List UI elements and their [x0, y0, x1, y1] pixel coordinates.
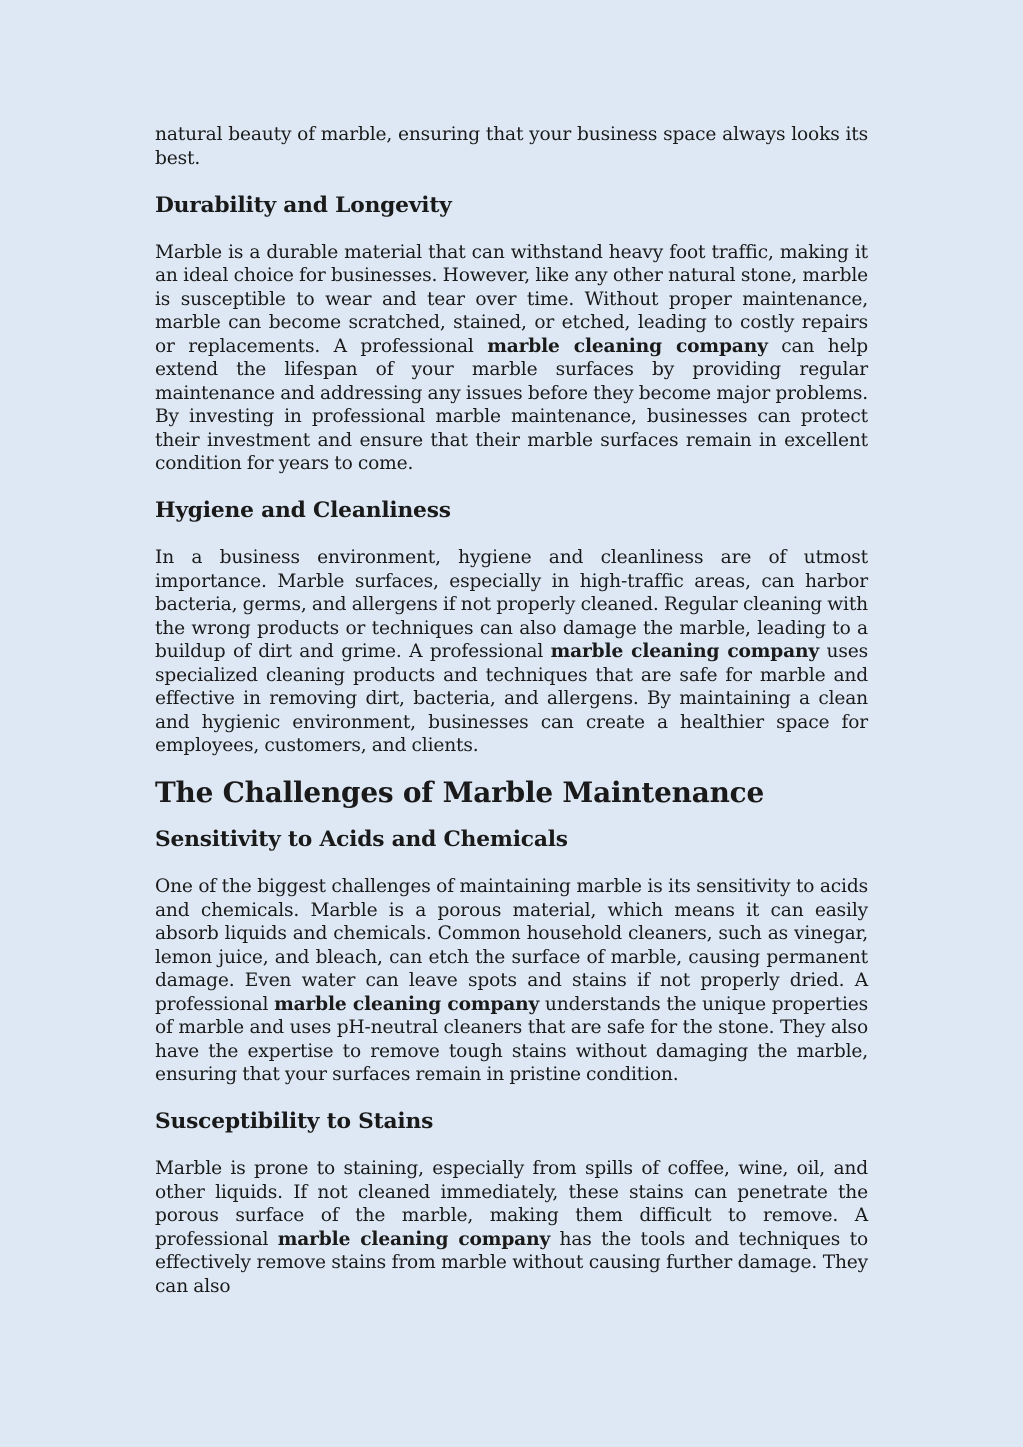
section-heading-sensitivity: Sensitivity to Acids and Chemicals: [155, 827, 568, 852]
paragraph-text: can help extend the lifespan of your marble surfaces by providing regular maintenance and addressing any issues before they become major problems. By investing in professional marble maintenance, businesses can protect their investment and ensure that their marble surfaces remain in excellent condition for years to come.: [155, 335, 868, 474]
document-page: [155, 123, 868, 1322]
paragraph-text: uses specialized cleaning products and techniques that are safe for marble and effective in removing dirt, bacteria, and allergens. By maintaining a clean and hygienic environment, businesses can create a healthier space for employees, customers, and clients.: [155, 641, 868, 756]
paragraph-text: Marble is a durable material that can withstand heavy foot traffic, making it an ideal choice for businesses. However, like any other natural stone, marble is susceptible to wear and tear over time. Without proper maintenance, marble can become scratched, stained, or etched, leading to costly repairs or replacements. A professional: [155, 241, 868, 357]
section-heading-hygiene: Hygiene and Cleanliness: [155, 498, 451, 523]
keyword-link: marble cleaning company: [277, 1228, 551, 1250]
paragraph-text: In a business environment, hygiene and cleanliness are of utmost importance. Marble surfaces, especially in high-traffic areas, can harbor bacteria, germs, and allergens if not properly cleaned. Regular cleaning with the wrong products or techniques can also damage the marble, leading to a buildup of dirt and grime. A professional: [155, 547, 868, 662]
section-heading-durability: Durability and Longevity: [155, 192, 452, 218]
paragraph-text: understands the unique properties of marble and uses pH-neutral cleaners that are safe for the stone. They also have the expertise to remove tough stains without damaging the marble, ensuring that your surfaces remain in pristine condition.: [155, 993, 868, 1085]
hygiene-paragraph: [155, 546, 868, 758]
stains-paragraph: [155, 1157, 868, 1298]
durability-paragraph: [155, 241, 868, 476]
major-heading-challenges: The Challenges of Marble Maintenance: [155, 776, 765, 809]
intro-paragraph: natural beauty of marble, ensuring that your business space always looks its best.: [155, 124, 868, 169]
section-heading-stains: Susceptibility to Stains: [155, 1109, 434, 1134]
paragraph-text: has the tools and techniques to effectively remove stains from marble without causing further damage. They can also: [155, 1228, 868, 1297]
keyword-link: marble cleaning company: [550, 641, 820, 662]
paragraph-text: One of the biggest challenges of maintaining marble is its sensitivity to acids and chemicals. Marble is a porous material, which means it can easily absorb liquids and chemicals. Common household cleaners, such as vinegar, lemon juice, and bleach, can etch the surface of marble, causing permanent damage. Even water can leave spots and stains if not properly dried. A professional: [155, 876, 868, 1015]
keyword-link: marble cleaning company: [487, 335, 768, 357]
paragraph-text: Marble is prone to staining, especially from spills of coffee, wine, oil, and other liquids. If not cleaned immediately, these stains can penetrate the porous surface of the marble, making them difficult to remove. A professional: [155, 1158, 868, 1250]
keyword-link: marble cleaning company: [274, 993, 540, 1015]
sensitivity-paragraph: [155, 875, 868, 1087]
